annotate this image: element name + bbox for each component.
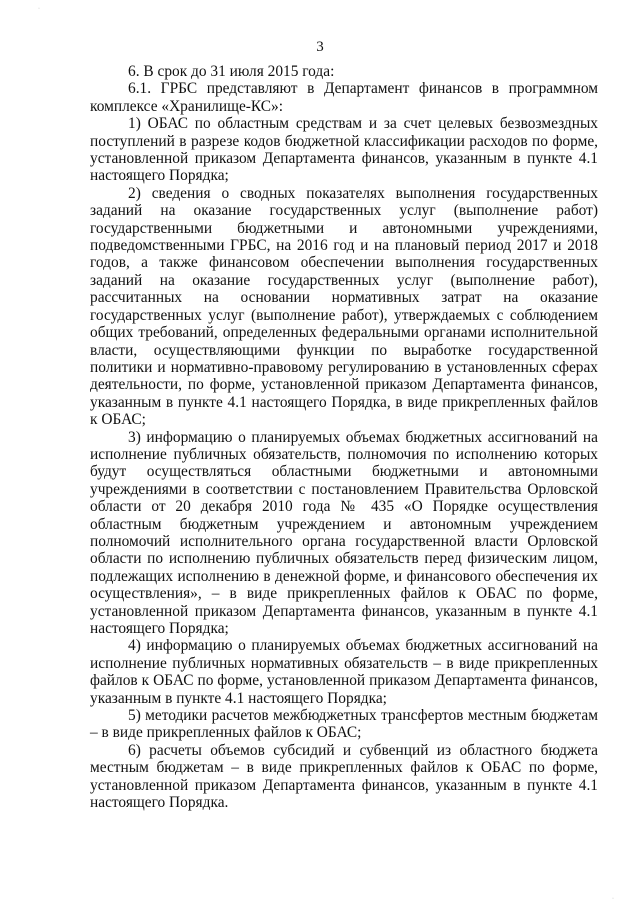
list-item-3: 3) информацию о планируемых объемах бюджетных ассигнований на исполнение публичных обязательств, полномочия по исполнению которых будут осуществляться областными бюджетными и автономными учреждениями в соответствии с постановлением Правительства Орловской области от 20 декабря 2010 года № 435 «О Порядке осуществления областным бюджетным учреждением и автономным учреждением полномочий исполнительного органа государственной власти Орловской области по исполнению публичных обязательств перед физическим лицом, подлежащих исполнению в денежной форме, и финансового обеспечения их осуществления», – в виде прикрепленных файлов к ОБАС по форме, установленной приказом Департамента финансов, указанным в пункте 4.1 настоящего Порядка; bbox=[90, 428, 598, 637]
list-item-1: 1) ОБАС по областным средствам и за счет целевых безвозмездных поступлений в разрезе кодов бюджетной классификации расходов по форме, установленной приказом Департамента финансов, указанным в пункте 4.1 настоящего Порядка; bbox=[90, 115, 598, 185]
scan-mark: · bbox=[612, 896, 614, 902]
list-item-4: 4) информацию о планируемых объемах бюджетных ассигнований на исполнение публичных нормативных обязательств – в виде прикрепленных файлов к ОБАС по форме, установленной приказом Департамента финансов, указанным в пункте 4.1 настоящего Порядка; bbox=[90, 637, 598, 707]
list-item-5: 5) методики расчетов межбюджетных трансфертов местным бюджетам – в виде прикрепленных файлов к ОБАС; bbox=[90, 707, 598, 742]
document-body bbox=[90, 63, 598, 811]
list-item-6: 6) расчеты объемов субсидий и субвенций из областного бюджета местным бюджетам – в виде прикрепленных файлов к ОБАС по форме, установленной приказом Департамента финансов, указанным в пункте 4.1 настоящего Порядка. bbox=[90, 741, 598, 812]
section-heading: 6. В срок до 31 июля 2015 года: bbox=[128, 63, 335, 80]
list-item-2: 2) сведения о сводных показателях выполнения государственных заданий на оказание государственных услуг (выполнение работ) государственными бюджетными и автономными учреждениями, подведомственными ГРБС, на 2016 год и на плановый период 2017 и 2018 годов, а также финансовом обеспечении выполнения государственных заданий на оказание государственных услуг (выполнение работ), рассчитанных на основании нормативных затрат на оказание государственных услуг (выполнение работ), утверждаемых с соблюдением общих требований, определенных федеральными органами исполнительной власти, осуществляющими функции по выработке государственной политики и нормативно-правовому регулированию в установленных сферах деятельности, по форме, установленной приказом Департамента финансов, указанным в пункте 4.1 настоящего Порядка, в виде прикрепленных файлов к ОБАС; bbox=[90, 184, 598, 429]
scan-mark: · bbox=[38, 6, 40, 12]
subsection-paragraph: 6.1. ГРБС представляют в Департамент финансов в программном комплексе «Хранилище-КС»: bbox=[90, 80, 598, 115]
page-number: 3 bbox=[316, 39, 324, 55]
